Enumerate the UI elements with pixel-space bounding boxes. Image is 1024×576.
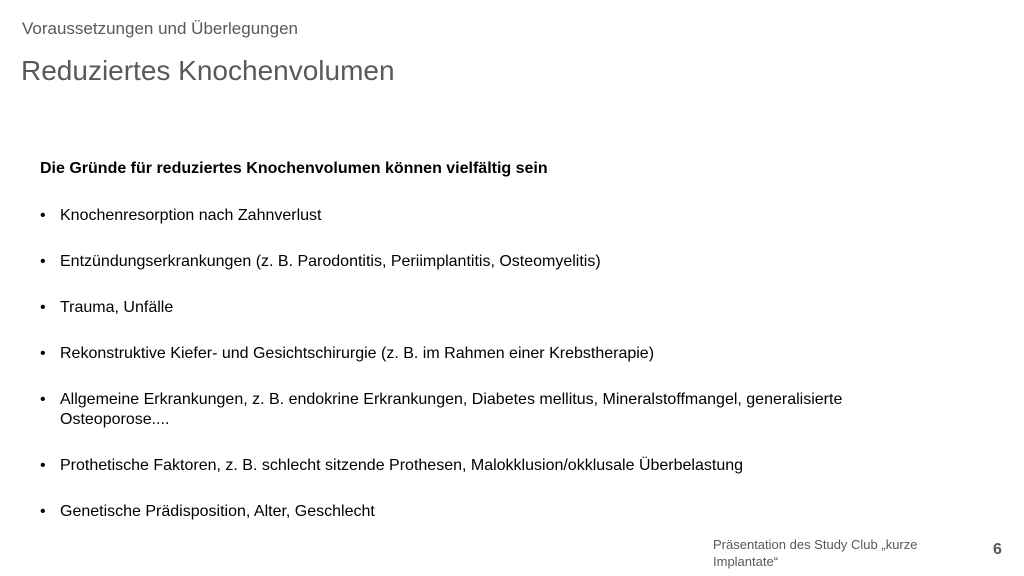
section-label: Voraussetzungen und Überlegungen: [22, 19, 298, 38]
bullet-text: Knochenresorption nach Zahnverlust: [60, 207, 322, 224]
bullet-item: [40, 390, 920, 430]
slide-title: Reduziertes Knochenvolumen: [21, 55, 395, 86]
bullet-text: Prothetische Faktoren, z. B. schlecht sitzende Prothesen, Malokklusion/okklusale Überbelastung: [60, 457, 744, 474]
bullet-dot-icon: •: [40, 391, 46, 408]
bullet-text: Trauma, Unfälle: [60, 299, 174, 316]
bullet-item: [40, 298, 920, 318]
bullet-text: Genetische Prädisposition, Alter, Geschlecht: [60, 503, 375, 520]
bullet-dot-icon: •: [40, 503, 46, 520]
bullet-text: Rekonstruktive Kiefer- und Gesichtschirurgie (z. B. im Rahmen einer Krebstherapie): [60, 345, 655, 362]
bullet-list: [40, 206, 920, 548]
bullet-item: [40, 456, 920, 476]
bullet-text: Allgemeine Erkrankungen, z. B. endokrine Erkrankungen, Diabetes mellitus, Mineralstoffmangel, generalisierte Osteoporose....: [60, 391, 843, 428]
bullet-dot-icon: •: [40, 457, 46, 474]
bullet-dot-icon: •: [40, 253, 46, 270]
bullet-item: [40, 252, 920, 272]
footer-text: Präsentation des Study Club „kurze Implantate“: [713, 537, 918, 569]
bullet-item: [40, 502, 920, 522]
bullet-dot-icon: •: [40, 345, 46, 362]
bullet-dot-icon: •: [40, 299, 46, 316]
bullet-item: [40, 344, 920, 364]
intro-text: Die Gründe für reduziertes Knochenvolumen können vielfältig sein: [40, 160, 548, 177]
bullet-dot-icon: •: [40, 207, 46, 224]
bullet-item: [40, 206, 920, 226]
page-number: 6: [993, 541, 1002, 558]
bullet-text: Entzündungserkrankungen (z. B. Parodontitis, Periimplantitis, Osteomyelitis): [60, 253, 601, 270]
